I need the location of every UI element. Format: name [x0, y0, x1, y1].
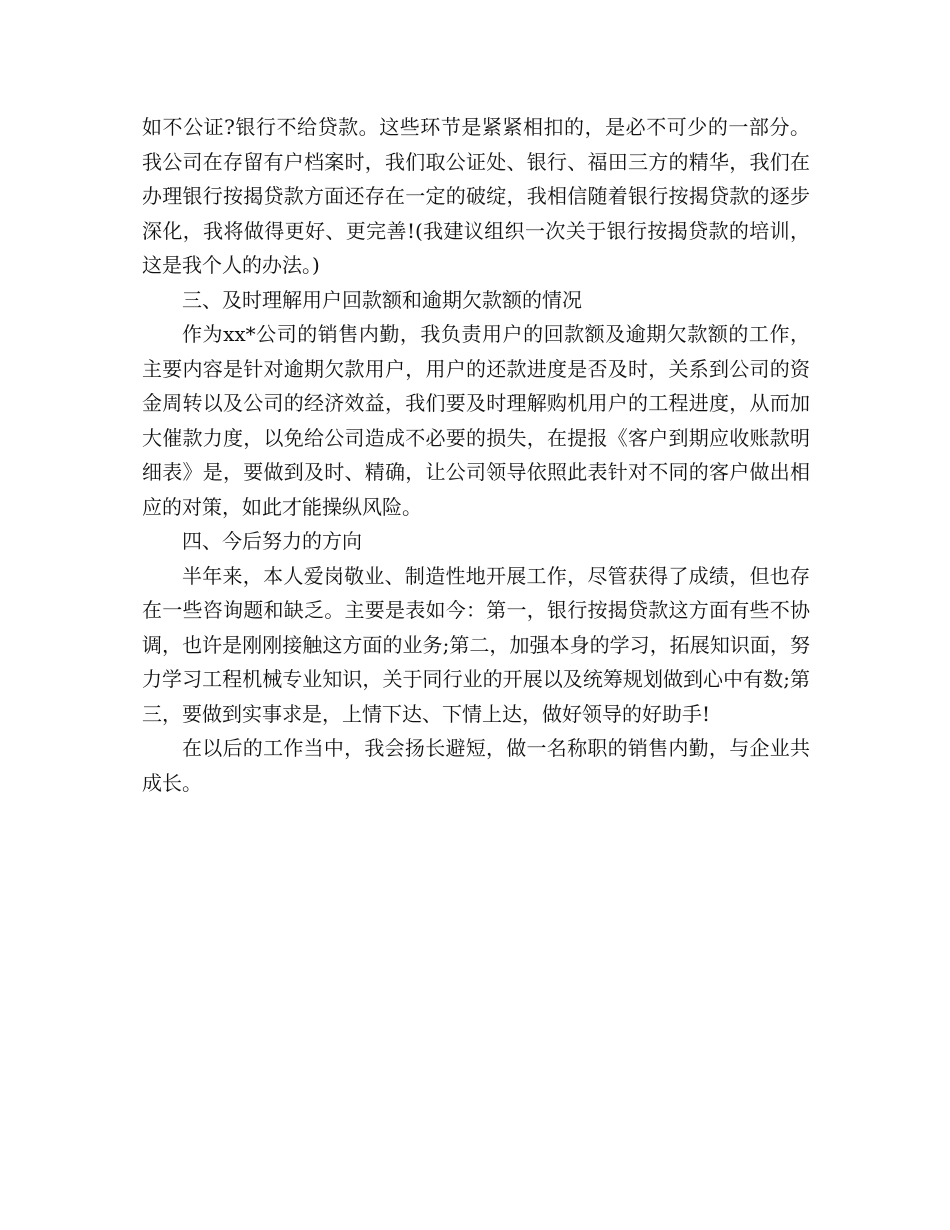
- section-heading-4: 四、今后努力的方向: [182, 529, 362, 553]
- paragraph-section-4-body: 半年来，本人爱岗敬业、制造性地开展工作，尽管获得了成绩，但也存在一些咨询题和缺乏。主要是表如今：第一，银行按揭贷款这方面有些不协调，也许是刚刚接触这方面的业务;第二，加强本身的学习，拓展知识面，努力学习工程机械专业知识，关于同行业的开展以及统筹规划做到心中有数;第三，要做到实事求是，上情下达、下情上达，做好领导的好助手!: [142, 563, 810, 726]
- paragraph-closing: 在以后的工作当中，我会扬长避短，做一名称职的销售内勤，与企业共成长。: [142, 736, 810, 795]
- paragraph-section-3-body: 作为xx*公司的销售内勤，我负责用户的回款额及逾期欠款额的工作，主要内容是针对逾期欠款用户，用户的还款进度是否及时，关系到公司的资金周转以及公司的经济效益，我们要及时理解购机用户的工程进度，从而加大催款力度，以免给公司造成不必要的损失，在提报《客户到期应收账款明细表》是，要做到及时、精确，让公司领导依照此表针对不同的客户做出相应的对策，如此才能操纵风险。: [142, 322, 810, 519]
- section-heading-3: 三、及时理解用户回款额和逾期欠款额的情况: [182, 287, 582, 312]
- document-page: [142, 110, 810, 800]
- paragraph-continuation: 如不公证?银行不给贷款。这些环节是紧紧相扣的，是必不可少的一部分。我公司在存留有户档案时，我们取公证处、银行、福田三方的精华，我们在办理银行按揭贷款方面还存在一定的破绽，我相信随着银行按揭贷款的逐步深化，我将做得更好、更完善!(我建议组织一次关于银行按揭贷款的培训，这是我个人的办法。): [142, 115, 810, 277]
